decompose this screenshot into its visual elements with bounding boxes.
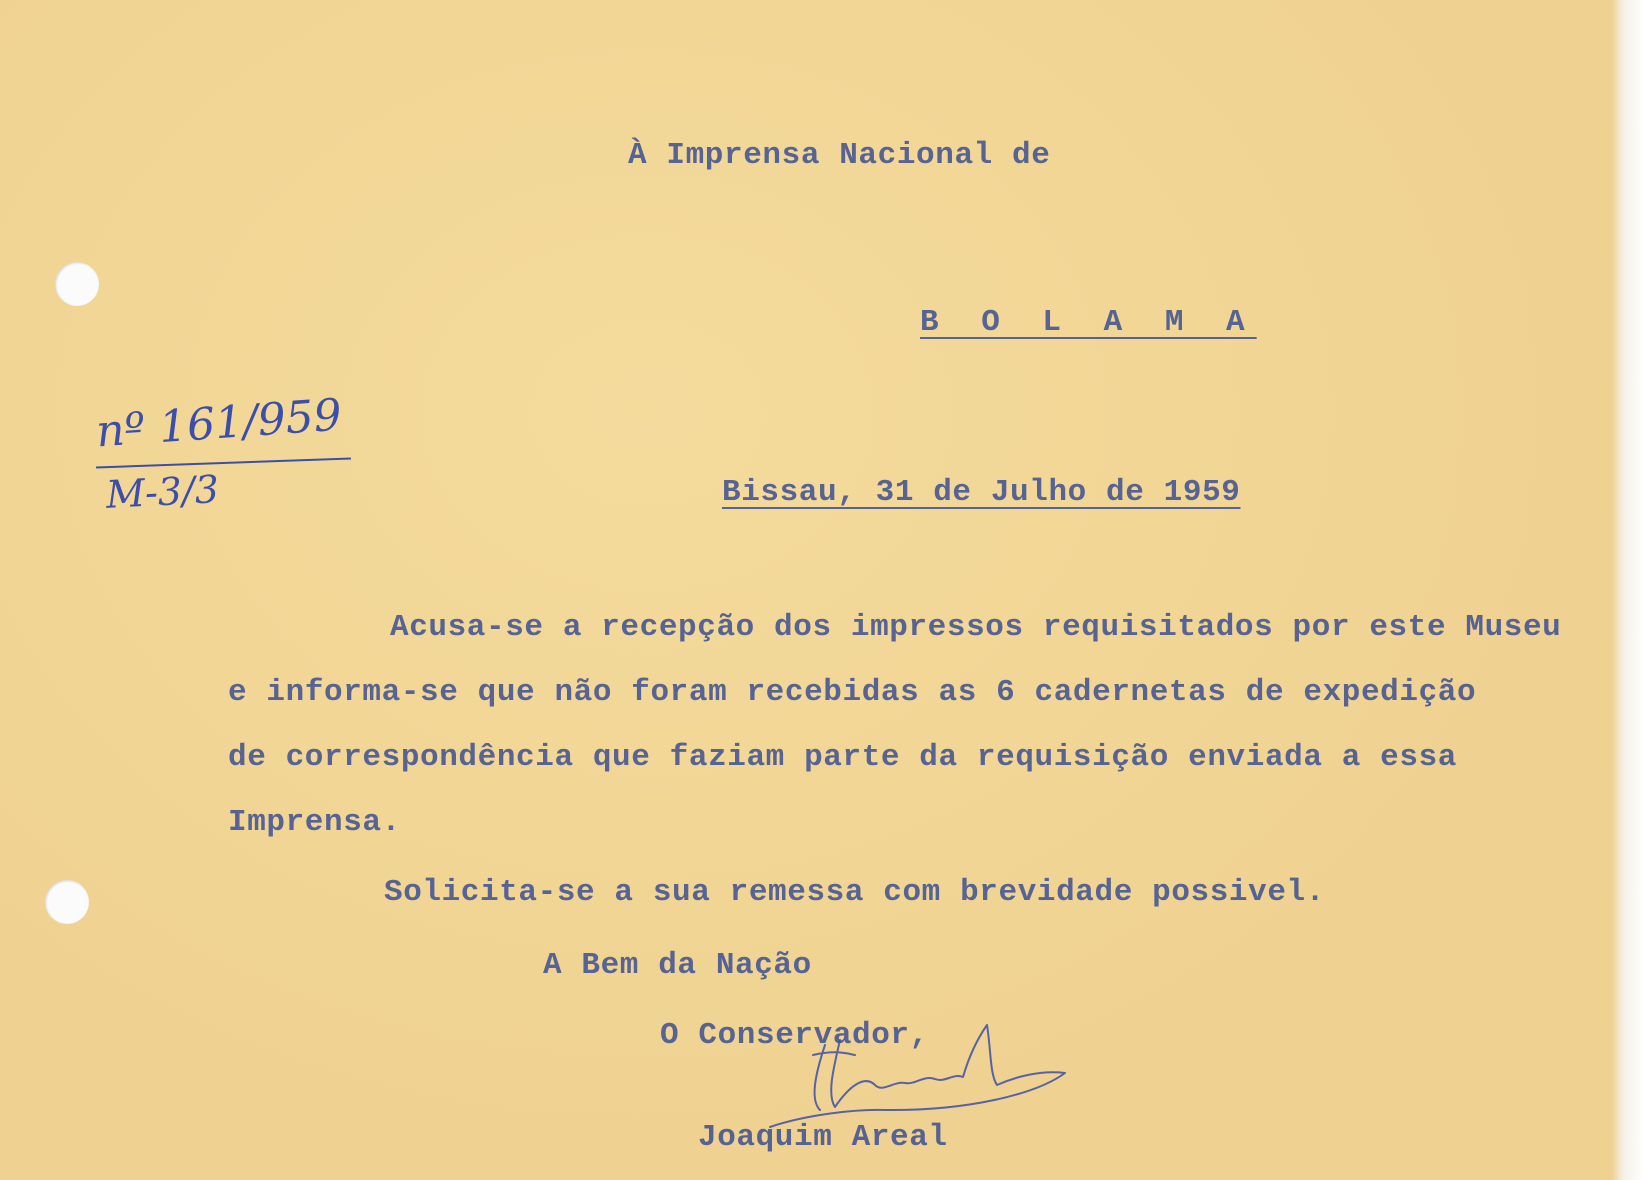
paper-edge [1612,0,1643,1180]
punch-hole-top [55,262,99,306]
handwritten-number: nº 161/959 [94,389,344,458]
punch-hole-bottom [45,880,89,924]
paragraph-1-line-1: Acusa-se a recepção dos impressos requisitados por este Museu [390,610,1562,645]
city-line: B O L A M A [920,305,1257,340]
date-line: Bissau, 31 de Julho de 1959 [722,475,1241,510]
signer-role: O Conservador, [660,1018,929,1053]
paragraph-1-line-2: e informa-se que não foram recebidas as 6 cadernetas de expedição [228,675,1477,710]
paragraph-2: Solicita-se a sua remessa com brevidade possivel. [384,875,1325,910]
handwritten-rule [96,458,351,469]
paragraph-1-line-3: de correspondência que faziam parte da requisição enviada a essa [228,740,1457,775]
handwritten-signature [765,1015,1085,1135]
recipient-line: À Imprensa Nacional de [628,138,1051,173]
paragraph-1-line-4: Imprensa. [228,805,401,840]
closing-line: A Bem da Nação [543,948,812,983]
handwritten-reference: M-3/3 [104,467,220,517]
signer-name: Joaquim Areal [698,1120,948,1155]
